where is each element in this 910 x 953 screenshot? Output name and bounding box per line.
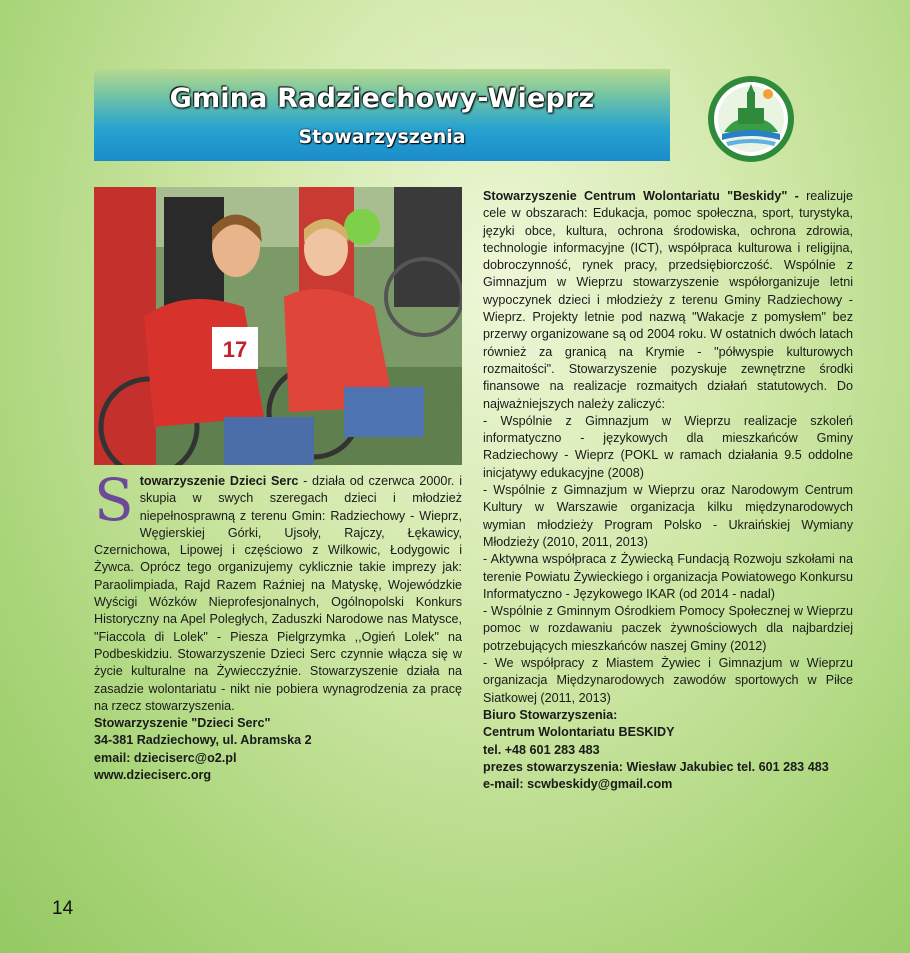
page-number: 14 — [52, 898, 74, 919]
dzieci-serc-section — [94, 466, 462, 784]
beskidy-item: - Wspólnie z Gimnazjum w Wieprzu realizacje szkoleń informatyczno - językowych dla mieszkańców Gminy Radziechowy - Wieprz (POKL w ramach działania 9.5 oddolne inicjatywy edukacyjne (2008) — [483, 413, 853, 480]
dzieci-serc-description — [94, 466, 462, 715]
beskidy-section — [483, 188, 853, 793]
gmina-logo — [706, 74, 796, 164]
photo-children-wheelchairs — [94, 187, 462, 465]
dzieci-serc-body: - działa od czerwca 2000r. i skupia w swych szeregach dzieci i młodzież niepełnosprawną z terenu Gmin: Radziechowy - Wieprz, Węgierskiej Górki, Ujsoły, Rajczy, Łękawicy, Czernichowa, Lipowej i częściowo z Wilkowic, Łodygowic i Żywca. Oprócz tego organizujemy cyklicznie takie imprezy jak: Paraolimpiada, Rajd Razem Raźniej na Matyskę, Wojewódzkie Wyścigi Wózków Nieprofesjonalnych, Ogólnopolski Konkurs Historyczny na Apel Poległych, Zaduszki Narodowe nas Matysce, "Fiaccola di Lolek" - Piesza Pielgrzymka ,,Ogień Lolek" na Podbeskidziu. Stowarzyszenie Dzieci Serc czynnie włącza się w życie kulturalne na Żywiecczyźnie. Stowarzyszenie działa na zasadzie wolontariatu - nikt nie pobiera wynagrodzenia za pracę na rzecz stowarzyszenia. — [94, 474, 462, 713]
dzieci-serc-contact-website[interactable]: www.dzieciserc.org — [94, 768, 212, 783]
beskidy-description — [483, 188, 853, 413]
bib-number: 17 — [222, 337, 248, 362]
dzieci-serc-lead: towarzyszenie Dzieci Serc — [139, 474, 299, 488]
dzieci-serc-contact-email[interactable]: email: dzieciserc@o2.pl — [94, 750, 237, 765]
drop-cap: S — [94, 466, 134, 534]
beskidy-lead: Stowarzyszenie Centrum Wolontariatu "Beskidy" - — [483, 189, 799, 203]
beskidy-contact-office: Biuro Stowarzyszenia: — [483, 707, 618, 722]
beskidy-contact-president: prezes stowarzyszenia: Wiesław Jakubiec tel. 601 283 483 — [483, 759, 829, 774]
beskidy-intro: realizuje cele w obszarach: Edukacja, pomoc społeczna, sport, turystyka, języki obce, kultura, ochrona środowiska, ochrona zdrowia, technologie informacyjne (ICT), współpraca kulturowa i religijna, dobroczynność, rynek pracy, przedsiębiorczość. Wspólnie z Gimnazjum w Wieprzu stowarzyszenie współorganizuje letni wypoczynek dzieci i młodzieży z terenu Gminy Radziechowy - Wieprz. Projekty letnie pod nazwą "Wakacje z pomysłem" bez przerwy organizowane są od 2004 roku. W ostatnich dwóch latach również za granicą na Krymie - "półwyspie kulturowych rozmaitości". Stowarzyszenie pozyskuje zewnętrzne środki finansowe na realizacje rozmaitych działań statutowych. Do najważniejszych należy zaliczyć: — [483, 189, 853, 411]
page-subtitle: Stowarzyszenia — [298, 126, 466, 148]
dzieci-serc-contact-address: 34-381 Radziechowy, ul. Abramska 2 — [94, 733, 312, 748]
beskidy-item: - Wspólnie z Gimnazjum w Wieprzu oraz Narodowym Centrum Kultury w Warszawie organizacja kilku międzynarodowych wymian młodzieży Program Polsko - Ukraińskiej Wymiany Młodzieży (2010, 2011, 2013) — [483, 483, 853, 549]
beskidy-item: - We współpracy z Miastem Żywiec i Gimnazjum w Wieprzu organizacja Międzynarodowych zawodów sportowych w Piłce Siatkowej (2011, 2013) — [483, 656, 853, 705]
dzieci-serc-contact-name: Stowarzyszenie "Dzieci Serc" — [94, 716, 271, 731]
beskidy-contact-email[interactable]: e-mail: scwbeskidy@gmail.com — [483, 777, 673, 792]
title-banner — [94, 69, 670, 161]
beskidy-item: - Wspólnie z Gminnym Ośrodkiem Pomocy Społecznej w Wieprzu pomoc w rozdawaniu paczek żywnościowych dla najbardziej potrzebujących mieszkańców naszej Gminy (2012) — [483, 604, 853, 653]
beskidy-contact-name: Centrum Wolontariatu BESKIDY — [483, 725, 675, 740]
beskidy-item: - Aktywna współpraca z Żywiecką Fundacją Rozwoju szkołami na terenie Powiatu Żywieckiego i organizacja Powiatowego Konkursu Informatyczno - Językowego IKAR (od 2014 - nadal) — [483, 552, 853, 601]
beskidy-contact-phone: tel. +48 601 283 483 — [483, 742, 600, 757]
page-title: Gmina Radziechowy-Wieprz — [169, 83, 595, 114]
